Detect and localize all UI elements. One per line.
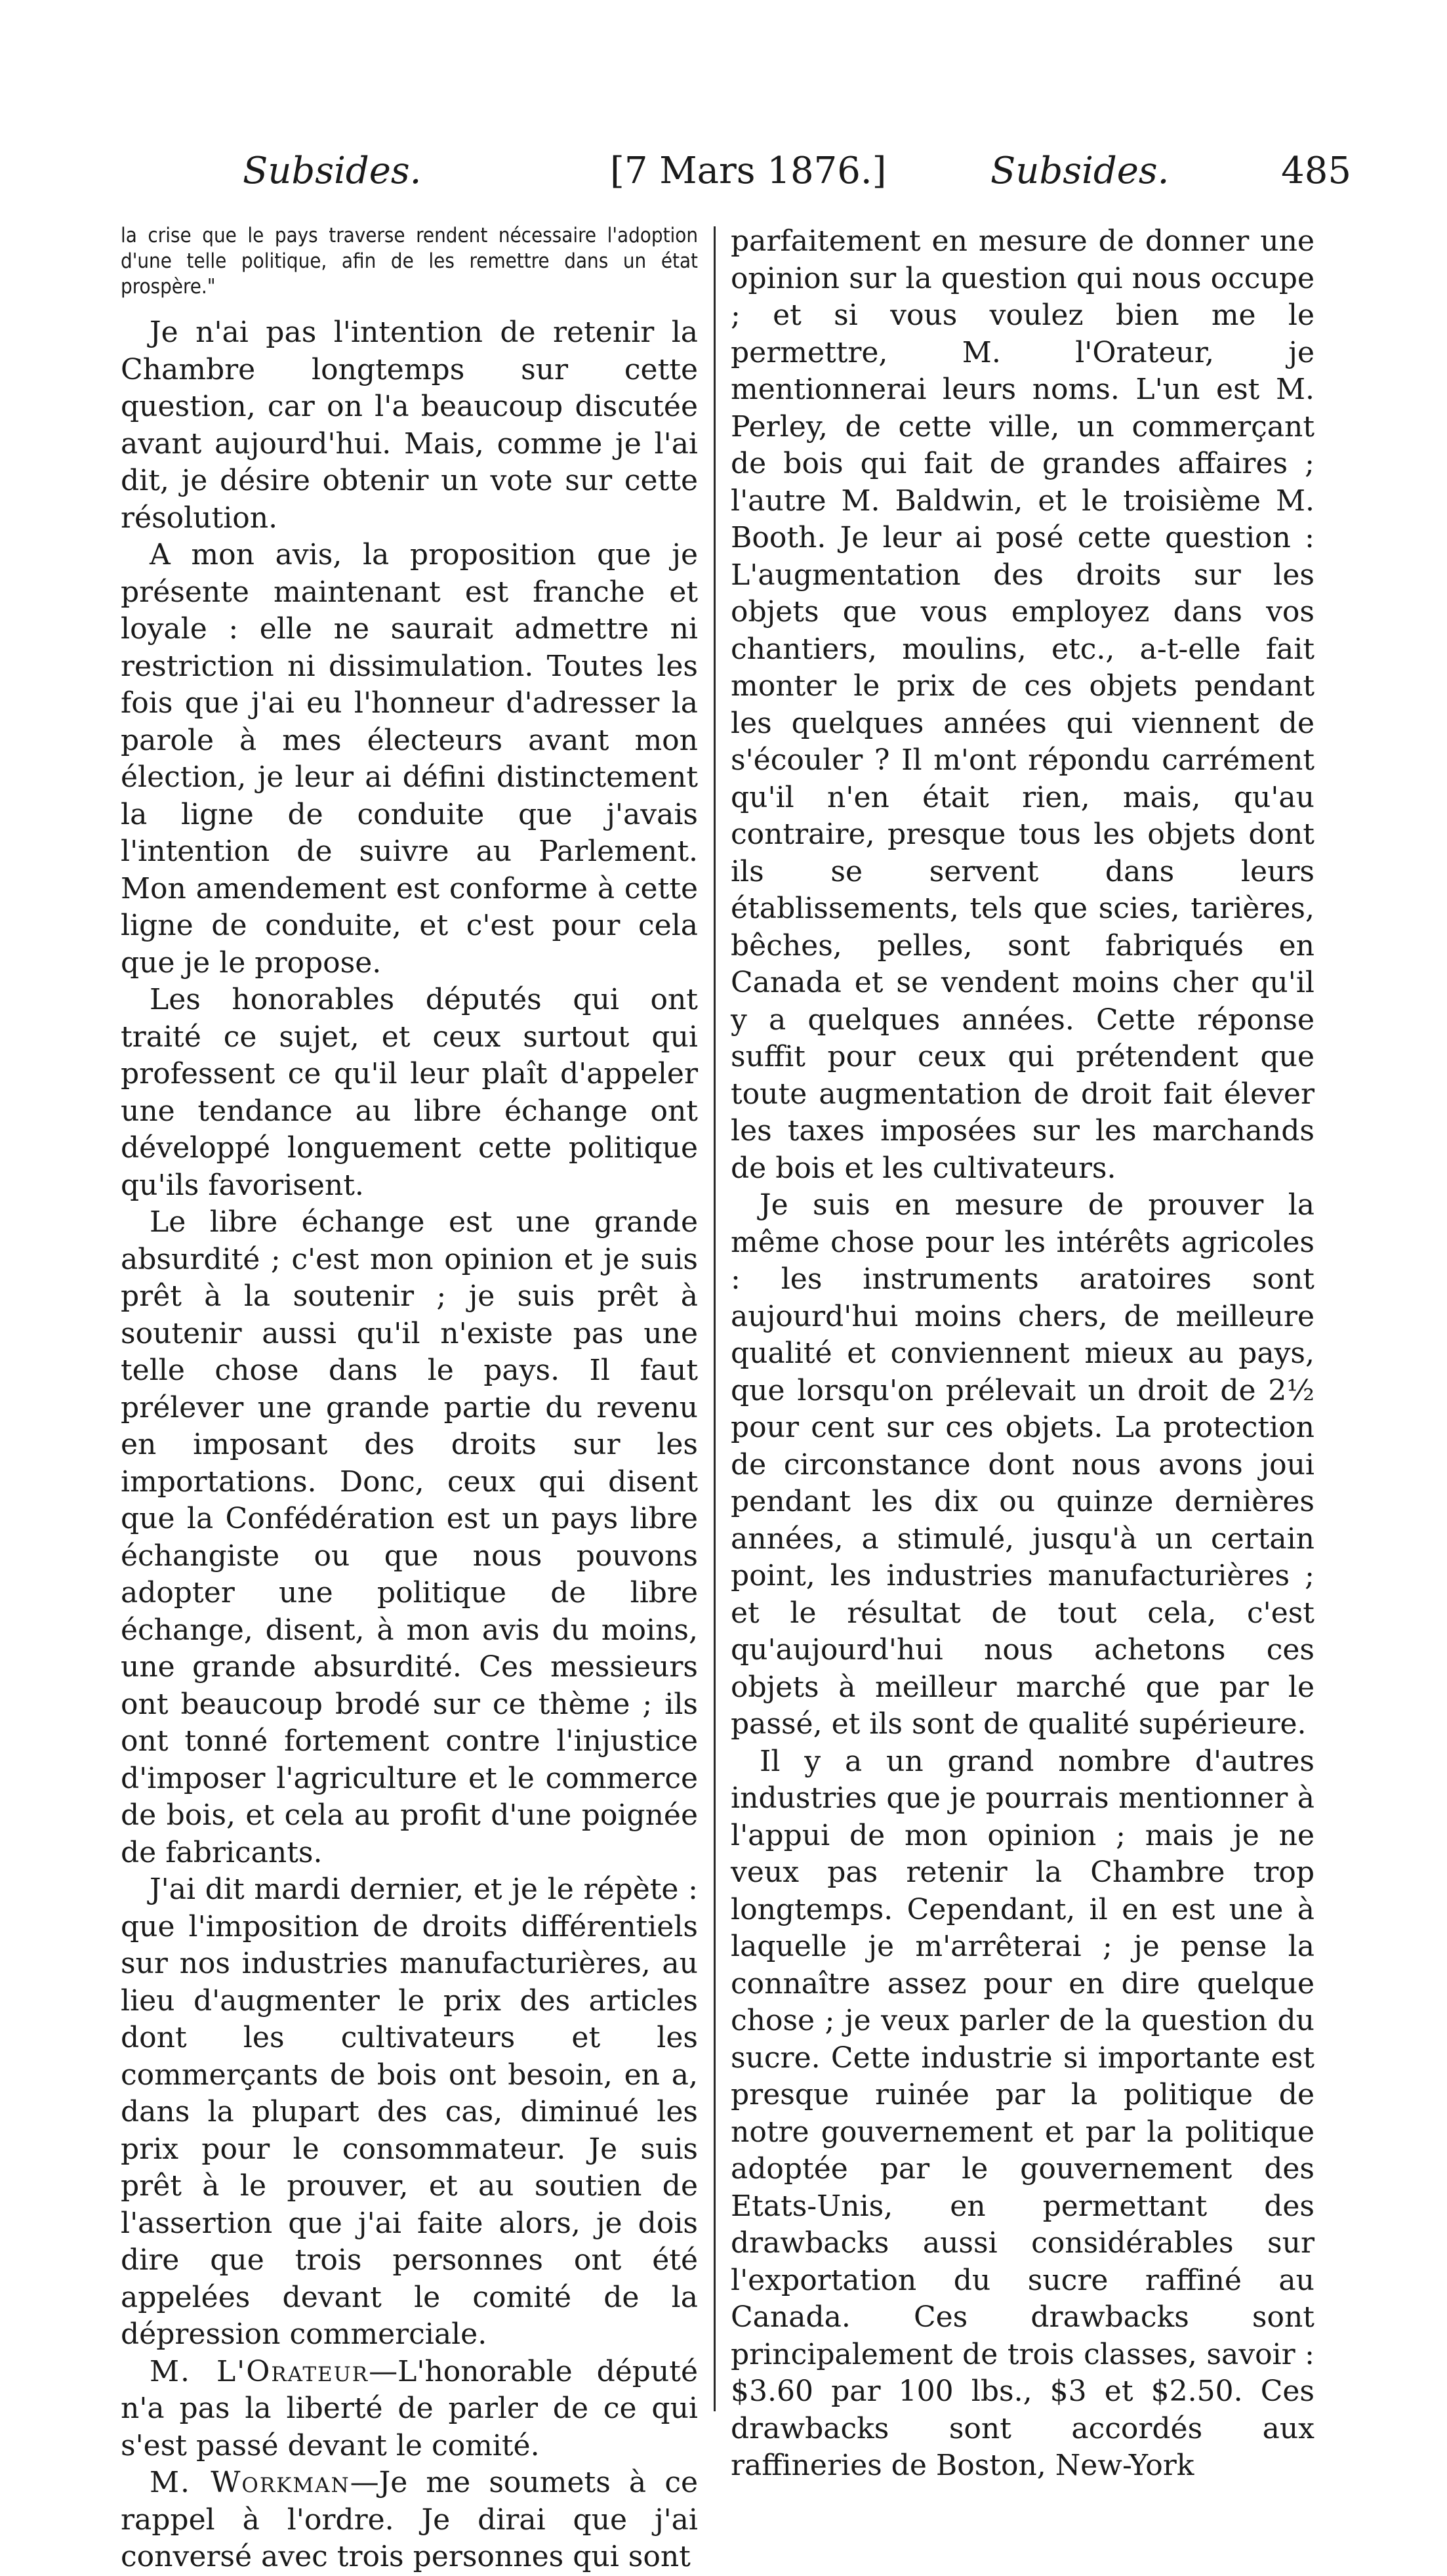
- speaker-name: M. L'Orateur: [150, 2354, 369, 2388]
- speaker-paragraph: [121, 2464, 698, 2576]
- paragraph: J'ai dit mardi dernier, et je le répète : que l'imposition de droits différentiels sur nos industries manufacturières, au lieu d'augmenter le prix des articles dont les cultivateurs et les commerçants de bois ont besoin, en a, dans la plupart des cas, diminué les prix pour le consommateur. Je suis prêt à le prouver, et au soutien de l'assertion que j'ai faite alors, je dois dire que trois personnes ont été appelées devant le comité de la dépression commerciale.: [121, 1873, 698, 2351]
- header-section-title-right: Subsides.: [990, 150, 1170, 192]
- column-divider: [714, 226, 716, 2411]
- speaker-name: M. Workman: [150, 2466, 350, 2499]
- speech-text: —Je me soumets à ce rappel à l'ordre. Je dirai que j'ai conversé avec trois personnes qui sont: [121, 2466, 698, 2573]
- paragraph: Il y a un grand nombre d'autres industries que je pourrais mentionner à l'appui de mon opinion ; mais je ne veux pas retenir la Chambre trop longtemps. Cependant, il en est une à laquelle je m'arrêterai ; je pense la connaître assez pour en dire quelque chose ; je veux parler de la question du sucre. Cette industrie si importante est presque ruinée par la politique de notre gouvernement et par la politique adoptée par le gouvernement des Etats-Unis, en permettant des drawbacks aussi considérables sur l'exportation du sucre raffiné au Canada. Ces drawbacks sont principalement de trois classes, savoir : $3.60 par 100 lbs., $3 et $2.50. Ces drawbacks sont accordés aux raffineries de Boston, New-York: [731, 1744, 1315, 2482]
- left-column: [121, 223, 698, 2576]
- paragraph: Je suis en mesure de prouver la même chose pour les intérêts agricoles : les instruments aratoires sont aujourd'hui moins chers, de meilleure qualité et conviennent mieux au pays, que lorsqu'on prélevait un droit de 2½ pour cent sur ces objets. La protection de circonstance dont nous avons joui pendant les dix ou quinze dernières années, a stimulé, jusqu'à un certain point, les industries manufacturières ; et le résultat de tout cela, c'est qu'aujourd'hui nous achetons ces objets à meilleur marché que par le passé, et ils sont de qualité supérieure.: [731, 1188, 1315, 1741]
- paragraph: Les honorables députés qui ont traité ce sujet, et ceux surtout qui professent ce qu'il leur plaît d'appeler une tendance au libre échange ont développé longuement cette politique qu'ils favorisent.: [121, 983, 698, 1202]
- paragraph: Le libre échange est une grande absurdité ; c'est mon opinion et je suis prêt à la soutenir ; je suis prêt à soutenir aussi qu'il n'existe pas une telle chose dans le pays. Il faut prélever une grande partie du revenu en imposant des droits sur les importations. Donc, ceux qui disent que la Confédération est un pays libre échangiste ou que nous pouvons adopter une politique de libre échange, disent, à mon avis du moins, une grande absurdité. Ces messieurs ont beaucoup brodé sur ce thème ; ils ont tonné fortement contre l'injustice d'imposer l'agriculture et le commerce de bois, et cela au profit d'une poignée de fabricants.: [121, 1205, 698, 1869]
- paragraph-continued: parfaitement en mesure de donner une opinion sur la question qui nous occupe ; et si vous voulez bien me le permettre, M. l'Orateur, je mentionnerai leurs noms. L'un est M. Perley, de cette ville, un commerçant de bois qui fait de grandes affaires ; l'autre M. Baldwin, et le troisième M. Booth. Je leur ai posé cette question : L'augmentation des droits sur les objets que vous employez dans vos chantiers, moulins, etc., a-t-elle fait monter le prix de ces objets pendant les quelques années qui viennent de s'écouler ? Il m'ont répondu carrément qu'il n'en était rien, mais, qu'au contraire, presque tous les objets dont ils se servent dans leurs établissements, tels que scies, tarières, bêches, pelles, sont fabriqués en Canada et se vendent moins cher qu'il y a quelques années. Cette réponse suffit pour ceux qui prétendent que toute augmentation de droit fait élever les taxes imposées sur les marchands de bois et les cultivateurs.: [731, 224, 1315, 1185]
- speech-text: —L'honorable député n'a pas la liberté de parler de ce qui s'est passé devant le comité.: [121, 2354, 698, 2462]
- speaker-paragraph: [121, 2354, 698, 2465]
- paragraph: Je n'ai pas l'intention de retenir la Chambre longtemps sur cette question, car on l'a beaucoup discutée avant aujourd'hui. Mais, comme je l'ai dit, je désire obtenir un vote sur cette résolution.: [121, 316, 698, 535]
- page-number: 485: [1281, 150, 1351, 192]
- page-header: [243, 150, 1351, 202]
- right-column: [731, 223, 1315, 2485]
- quoted-resolution-end: la crise que le pays traverse rendent nécessaire l'adoption d'une telle politique, afin de les remettre dans un état prospère.": [121, 224, 698, 299]
- paragraph: A mon avis, la proposition que je présente maintenant est franche et loyale : elle ne saurait admettre ni restriction ni dissimulation. Toutes les fois que j'ai eu l'honneur d'adresser la parole à mes électeurs avant mon élection, je leur ai défini distinctement la ligne de conduite que j'avais l'intention de suivre au Parlement. Mon amendement est conforme à cette ligne de conduite, et c'est pour cela que je le propose.: [121, 538, 698, 980]
- header-section-title-left: Subsides.: [243, 150, 422, 192]
- header-date: [7 Mars 1876.]: [610, 150, 887, 192]
